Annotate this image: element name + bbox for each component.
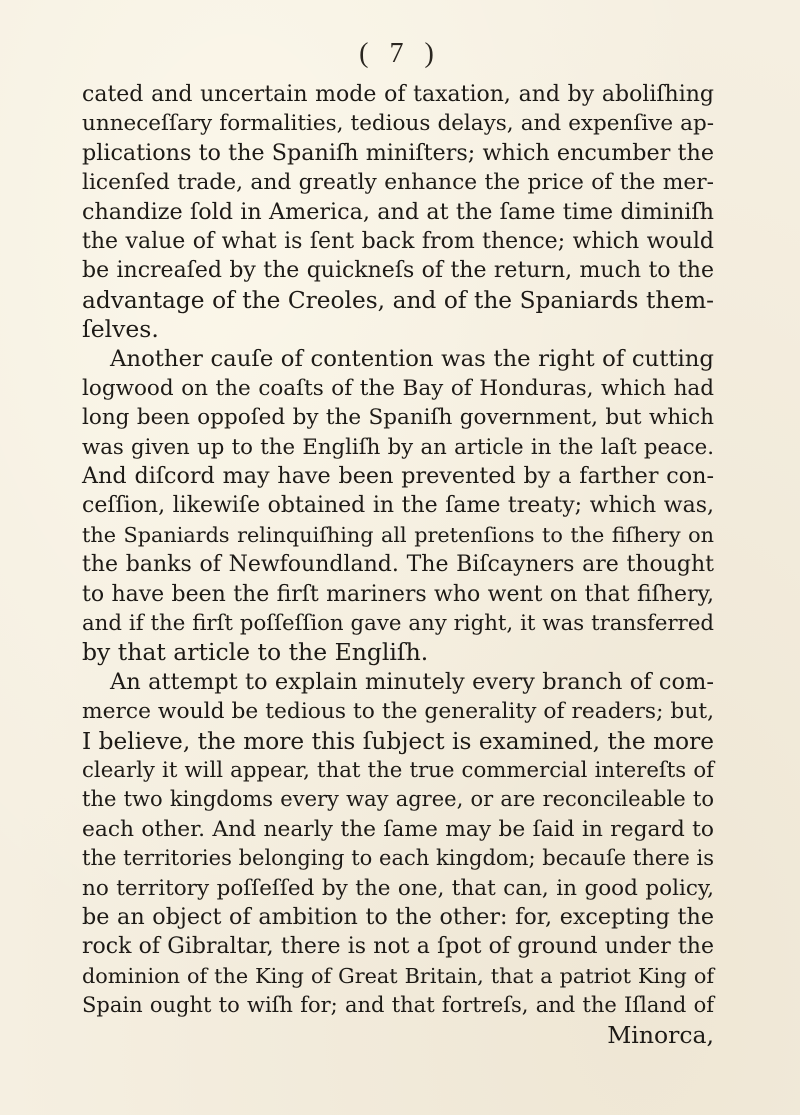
text-line: cated and uncertain mode of taxation, and by aboliſhing	[82, 82, 714, 107]
text-line: rock of Gibraltar, there is not a ſpot of ground under the	[82, 934, 714, 960]
text-line: the two kingdoms every way agree, or are reconcileable to	[82, 787, 714, 812]
text-line: and if the firſt poſſeſſion gave any right, it was transferred	[82, 611, 714, 637]
text-line: chandize ſold in America, and at the ſame time diminiſh	[82, 198, 714, 225]
text-line: by that article to the Engliſh.	[82, 638, 429, 667]
paragraph-start-line: An attempt to explain minutely every branch of com-	[110, 668, 714, 695]
text-line: unneceſſary formalities, tedious delays, and expenſive ap-	[82, 111, 714, 137]
text-line: be an object of ambition to the other: for, excepting the	[82, 903, 714, 930]
text-line: ſelves.	[82, 315, 159, 344]
text-line: the value of what is ſent back from thence; which would	[82, 228, 714, 254]
text-line: to have been the firſt mariners who went on that fiſhery,	[82, 581, 714, 607]
text-line: advantage of the Creoles, and of the Spaniards them-	[82, 286, 714, 314]
text-line: logwood on the coaſts of the Bay of Honduras, which had	[82, 375, 714, 401]
text-line: merce would be tedious to the generality of readers; but,	[82, 699, 714, 725]
text-line: ceſſion, likewiſe obtained in the ſame treaty; which was,	[82, 493, 714, 519]
text-line: licenſed trade, and greatly enhance the price of the mer-	[82, 170, 714, 196]
text-line: the territories belonging to each kingdom; becauſe there is	[82, 846, 714, 871]
text-line: no territory poſſeſſed by the one, that can, in good policy,	[82, 875, 714, 901]
catchword: Minorca,	[607, 1020, 714, 1049]
text-line: And diſcord may have been prevented by a farther con-	[82, 463, 714, 490]
text-line: the Spaniards relinquiſhing all pretenſions to the fiſhery on	[82, 522, 714, 547]
text-line: long been oppoſed by the Spaniſh government, but which	[82, 405, 714, 431]
page-number: ( 7 )	[359, 38, 441, 69]
text-line: was given up to the Engliſh by an article in the laſt peace.	[82, 434, 714, 460]
text-line: I believe, the more this ſubject is examined, the more	[82, 727, 714, 755]
text-line: clearly it will appear, that the true commercial intereſts of	[82, 757, 714, 783]
paragraph-start-line: Another cauſe of contention was the right of cutting	[110, 345, 714, 372]
text-line: the banks of Newfoundland. The Biſcayners are thought	[82, 552, 714, 578]
text-line: each other. And nearly the ſame may be ſaid in regard to	[82, 816, 714, 842]
text-line: Spain ought to wiſh for; and that fortreſs, and the Iſland of	[82, 993, 714, 1018]
text-line: dominion of the King of Great Britain, that a patriot King of	[82, 963, 714, 988]
text-line: plications to the Spaniſh miniſters; which encumber the	[82, 139, 714, 166]
text-line: be increaſed by the quickneſs of the return, much to the	[82, 258, 714, 284]
body-text	[82, 80, 714, 1050]
